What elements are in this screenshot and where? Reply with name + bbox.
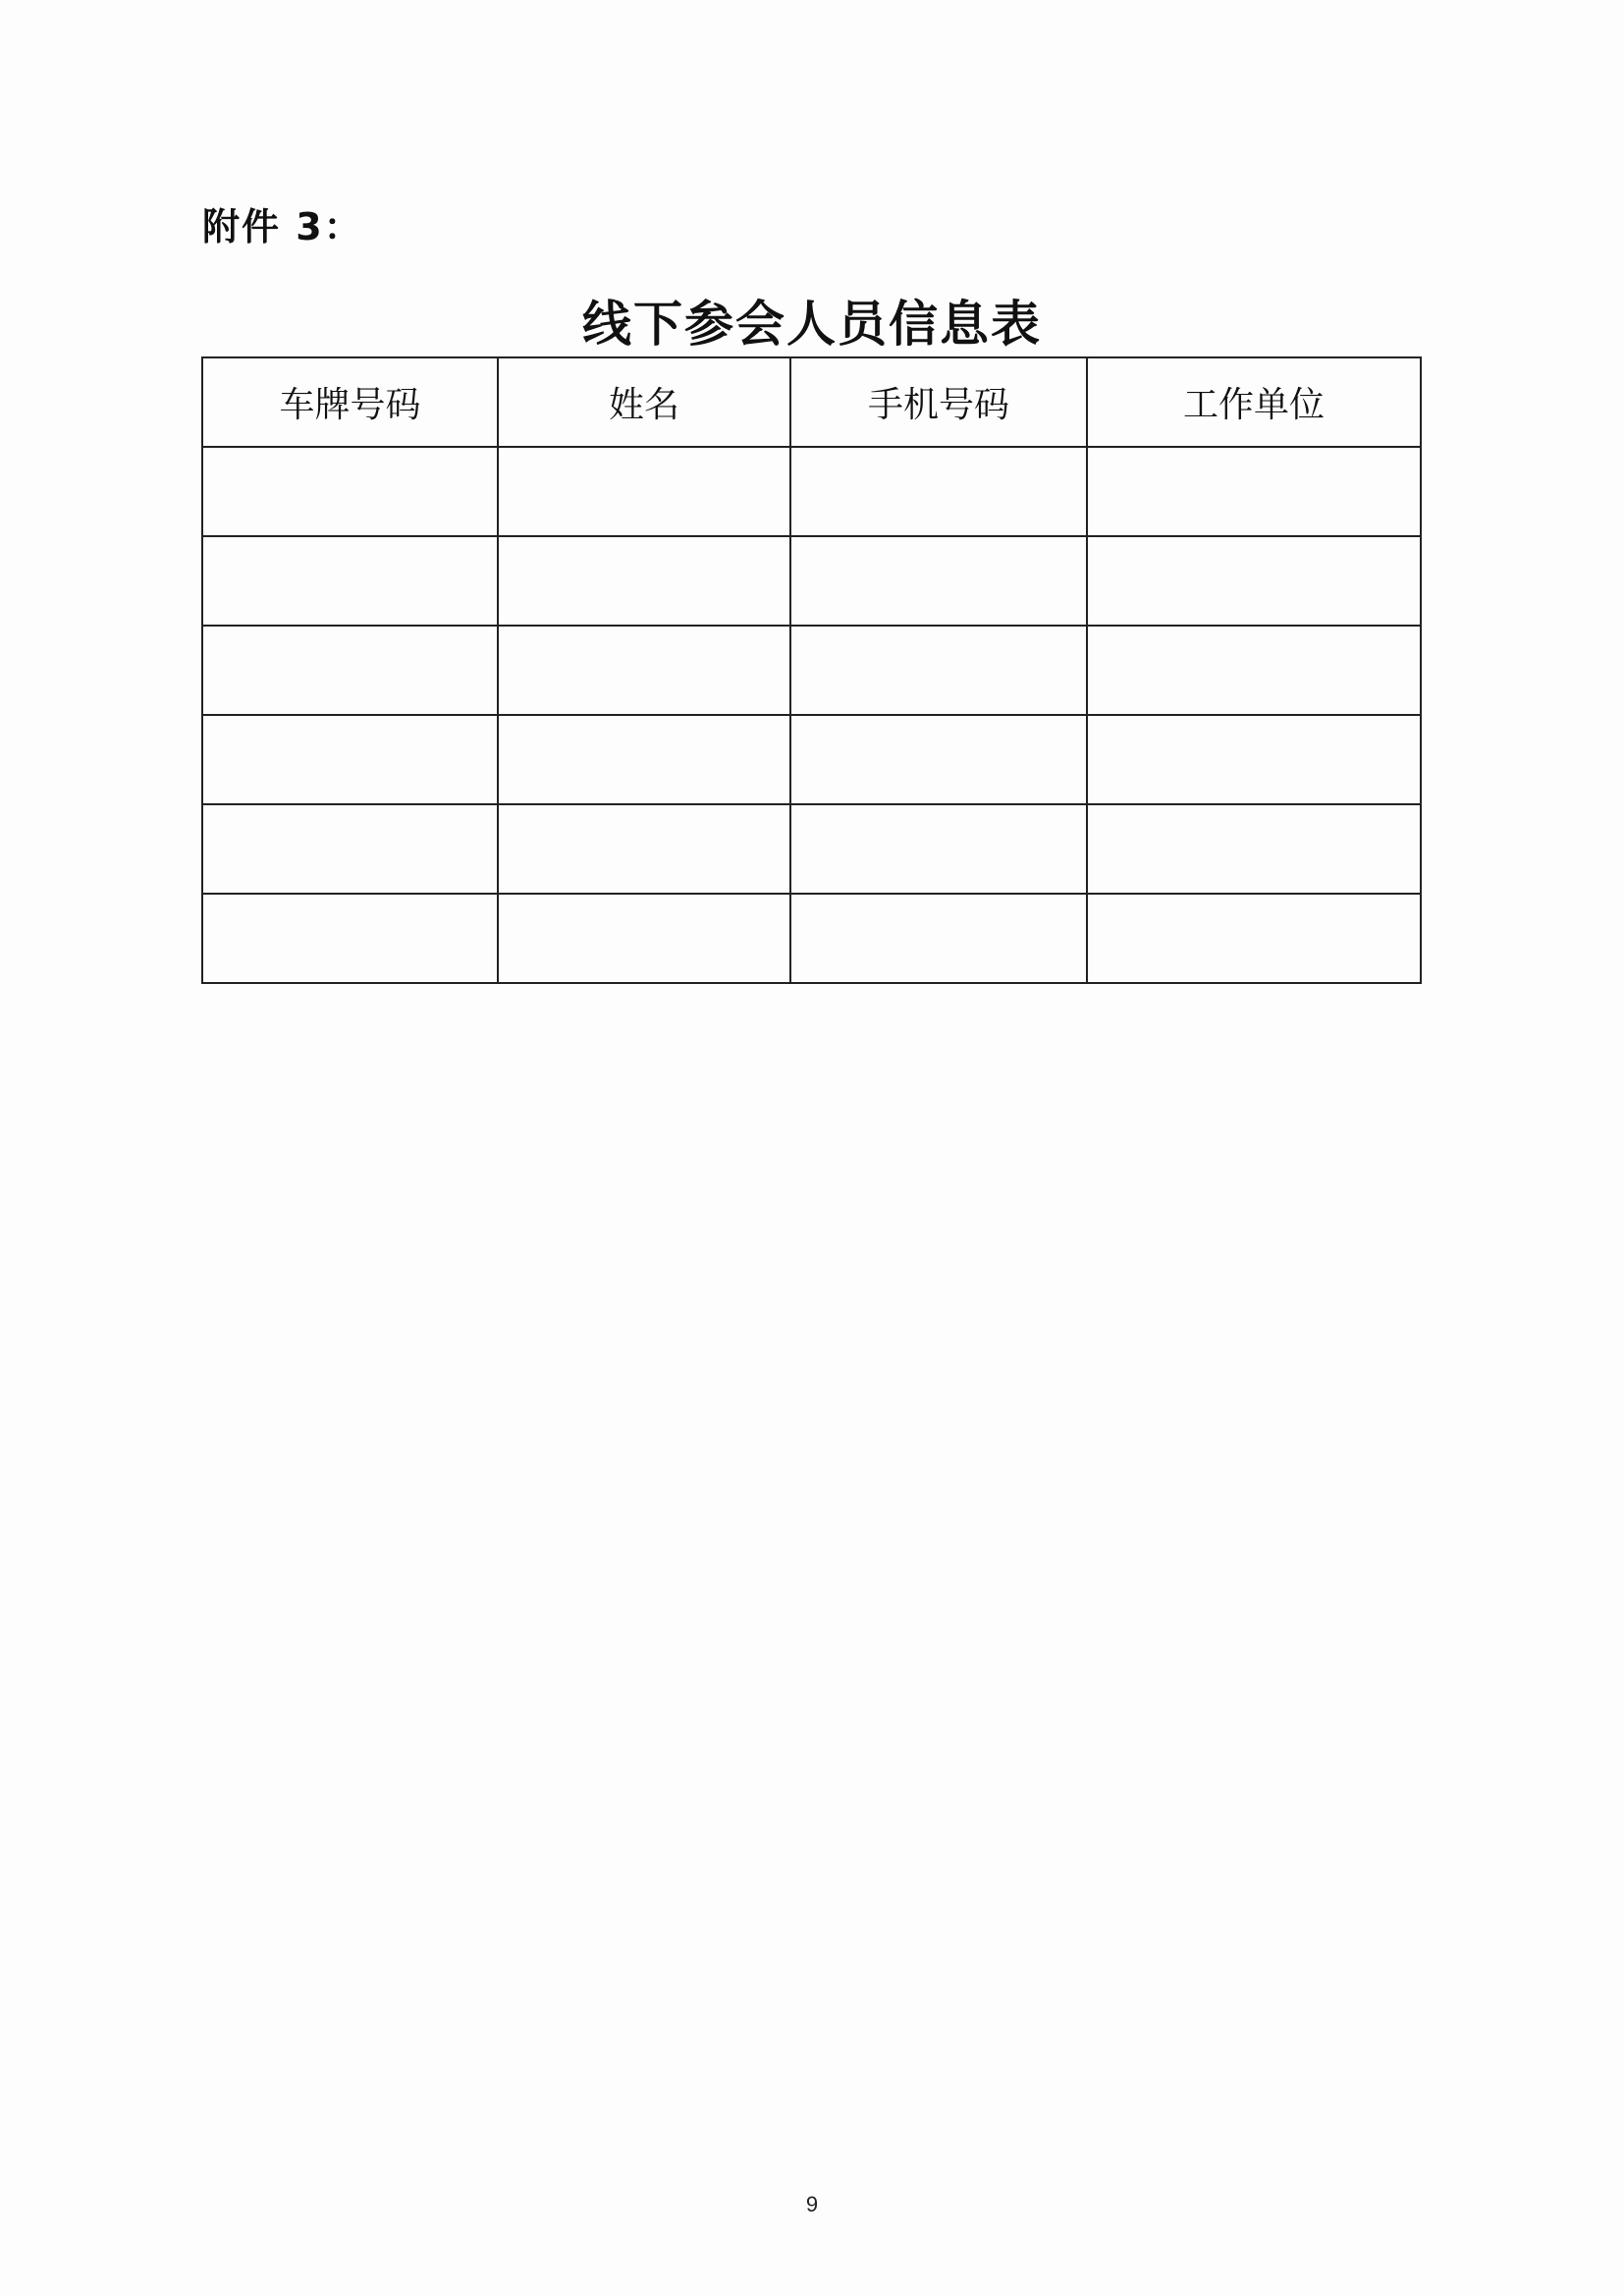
attendee-info-table [201,356,1422,984]
table-cell [202,894,498,983]
table-cell [498,447,790,536]
table-cell [790,715,1087,804]
table-cell [1087,804,1421,894]
table-cell [498,804,790,894]
page-number: 9 [805,2192,819,2216]
table-row [202,626,1421,715]
table-cell [202,626,498,715]
table-cell [1087,894,1421,983]
table-row [202,715,1421,804]
table-row [202,447,1421,536]
table-cell [1087,536,1421,626]
page-title: 线下参会人员信息表 [582,295,1042,353]
table-cell [790,447,1087,536]
table-cell [498,626,790,715]
table-header-row [202,357,1421,447]
table-cell [1087,626,1421,715]
table-cell [790,626,1087,715]
table-cell [790,536,1087,626]
table-cell [498,894,790,983]
table-cell [790,804,1087,894]
table-cell [498,715,790,804]
table-cell [202,447,498,536]
table-cell [202,536,498,626]
table-cell [202,715,498,804]
table-row [202,894,1421,983]
table-row [202,536,1421,626]
table-body [202,447,1421,983]
table-row [202,804,1421,894]
header-phone: 手机号码 [790,357,1087,447]
table-cell [202,804,498,894]
table-cell [1087,447,1421,536]
header-name: 姓名 [498,357,790,447]
table-cell [1087,715,1421,804]
header-license-plate: 车牌号码 [202,357,498,447]
attachment-label: 附件 3： [202,205,363,248]
table-cell [790,894,1087,983]
header-work-unit: 工作单位 [1087,357,1421,447]
table-cell [498,536,790,626]
